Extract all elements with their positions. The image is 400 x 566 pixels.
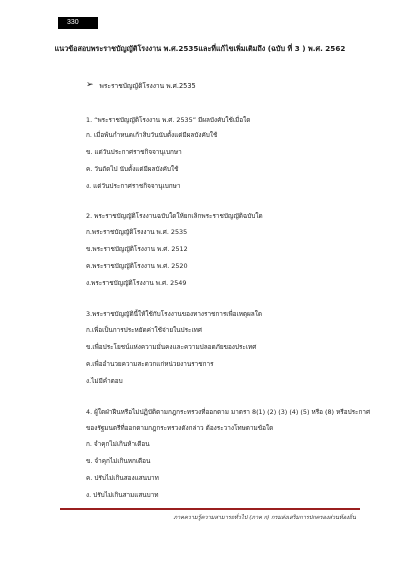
q2-choice-a: ก.พระราชบัญญัติโรงงาน พ.ศ. 2535 [86, 228, 188, 236]
question-4-line-1: 4. ผู้ใดฝ่าฝืนหรือไม่ปฏิบัติตามกฎกระทรวงที่ออกตาม มาตรา 8(1) (2) (3) (4) (5) หรือ (8) หรือประกาศ [86, 408, 370, 416]
question-2: 2. พระราชบัญญัติโรงงานฉบับใดให้ยกเลิกพระราชบัญญัติฉบับใด [86, 212, 263, 220]
q1-choice-a: ก. เมื่อพ้นกำหนดเก้าสิบวันนับตั้งแต่มีผลบังคับใช้ [86, 131, 218, 139]
q3-choice-d: ง.ไม่มีคำตอบ [86, 377, 123, 385]
q4-choice-a: ก. จำคุกไม่เกินห้าเดือน [86, 440, 150, 448]
section-heading [86, 80, 196, 91]
q3-choice-c: ค.เพื่ออำนวยความสะดวกแก่หน่วยงานราชการ [86, 360, 214, 368]
q2-choice-b: ข.พระราชบัญญัติโรงงาน พ.ศ. 2512 [86, 245, 188, 253]
document-title: แนวข้อสอบพระราชบัญญัติโรงงาน พ.ศ.2535และที่แก้ไขเพิ่มเติมถึง (ฉบับ ที่ 3 ) พ.ศ. 2562 [54, 44, 346, 53]
footer-text: ภาคความรู้ความสามารถทั่วไป (ภาค ก) กรมส่งเสริมการปกครองส่วนท้องถิ่น [173, 515, 356, 521]
q1-choice-d: ง. แต่วันประกาศราชกิจจานุเบกษา [86, 182, 181, 190]
q2-choice-c: ค.พระราชบัญญัติโรงงาน พ.ศ. 2520 [86, 262, 188, 270]
q4-choice-c: ค. ปรับไม่เกินสองแสนบาท [86, 474, 159, 482]
page-number: 330 [58, 17, 98, 29]
q1-choice-b: ข. แต่วันประกาศราชกิจจานุเบกษา [86, 148, 182, 156]
footer-divider [60, 508, 360, 510]
q1-choice-c: ค. วันถัดไป นับตั้งแต่มีผลบังคับใช้ [86, 165, 179, 173]
q2-choice-d: ง.พระราชบัญญัติโรงงาน พ.ศ. 2549 [86, 279, 187, 287]
section-heading-text: พระราชบัญญัติโรงงาน พ.ศ.2535 [99, 82, 196, 90]
question-3: 3.พระราชบัญญัตินี้ให้ใช้กับโรงงานของทางราชการเพื่อเหตุผลใด [86, 310, 262, 318]
q3-choice-a: ก.เพื่อเป็นการประหยัดค่าใช้จ่ายในประเทศ [86, 326, 202, 334]
arrow-bullet-icon: ➢ [86, 80, 94, 90]
question-1: 1. “พระราชบัญญัติโรงงาน พ.ศ. 2535” มีผลบังคับใช้เมื่อใด [86, 116, 251, 124]
q4-choice-d: ง. ปรับไม่เกินสามแสนบาท [86, 491, 159, 499]
question-4-line-2: ของรัฐมนตรีที่ออกตามกฎกระทรวงดังกล่าว ต้องระวางโทษตามข้อใด [86, 424, 274, 432]
q3-choice-b: ข.เพื่อประโยชน์แห่งความมั่นคงและความปลอดภัยของประเทศ [86, 343, 257, 351]
q4-choice-b: ข. จำคุกไม่เกินหกเดือน [86, 457, 151, 465]
